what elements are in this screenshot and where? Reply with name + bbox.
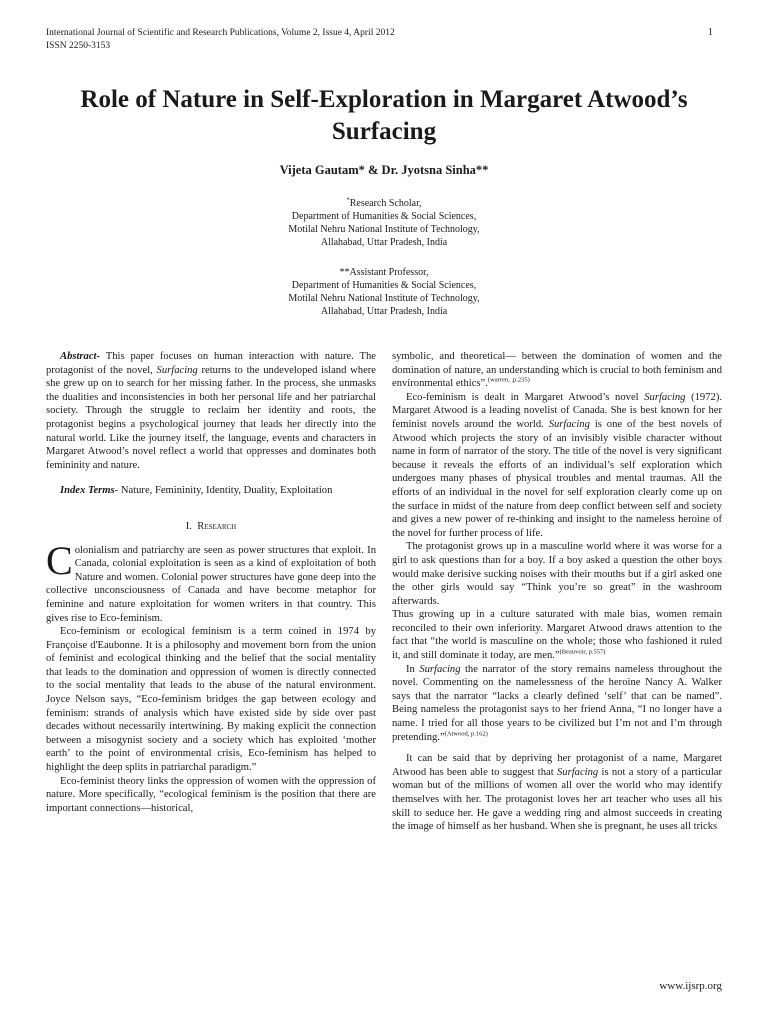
page-number: 1 [708,27,713,38]
body-paragraph: Eco-feminism is dealt in Margaret Atwood’s novel Surfacing (1972). Margaret Atwood is a leading novelist of Canada. She is best known for her feminist novels around the world. Surfacing is one of the best novels of Atwood which projects the story of an invisibly visible character without name in form of narrator of the story. The title of the novel is very significant because it reveals the efforts of an individual’s self exploration which undergoes many phases of physical troubles and mental traumas. All the efforts of an individual in the novel for self exploration clearly come up on the surface in midst of the nature from deep conflict between self and society and gives a new power of re-thinking and insight to the nameless heroine of the novel for further process of life. [392,391,723,539]
body-paragraph: Colonialism and patriarchy are seen as power structures that exploit. In Canada, colonial exploitation is seen as a kind of exploitation of both Nature and women. Colonial power structures have gone deep into the collective unconsciousness of Canada and have become metaphor for feminine and nature exploitation for women writers in that country. This gives rise to Eco-feminism. [46,537,376,624]
section-heading: I. Research [185,520,237,532]
paper-title: Role of Nature in Self-Exploration in Margaret Atwood’s Surfacing [80,86,688,145]
body-paragraph: The protagonist grows up in a masculine world where it was worse for a girl to ask questions than for a boy. If a boy asked a question the other boys would make derisive sucking noises with their mouths but if a girl asked one the other girls would say “Think you’re so great” in the washroom afterwards. [392,541,722,607]
affiliation-marker: * [346,196,350,204]
body-paragraph: It can be said that by depriving her protagonist of a name, Margaret Atwood has been able to suggest that Surfacing is not a story of a particular woman but of the millions of women all over the world who may identify themselves with her. The protagonist loves her art teacher who uses all his skill to seduce her. He gave a wedding ring and almost succeeds in creating the image of himself as her husband. When she is pregnant, he uses all tricks [392,753,722,833]
index-terms-label: Index Terms [60,485,115,497]
drop-cap: C [46,537,73,583]
body-paragraph: Thus growing up in a culture saturated with male bias, women remain reconciled to their own inferiority. Margaret Atwood draws attention to the fact that “the world is masculine on the whole; those who fashioned it ruled it, and still dominate it today, are men.”$^{(Beauvoir, p.557)}$ [392,609,722,662]
citation: (Atwood, p.162) [444,730,488,738]
citation: (Beauvoir, p.557) [559,648,606,656]
journal-header [46,27,395,53]
affiliation-line: Department of Humanities & Social Sciences, [291,280,477,291]
affiliation-line: Allahabad, Uttar Pradesh, India [320,237,448,248]
body-paragraph: Eco-feminist theory links the oppression of women with the oppression of nature. More specifically, “ecological feminism is the position that there are important connections—historical, [46,775,376,814]
left-column [46,350,376,815]
footer-website: www.ijsrp.org [659,980,722,992]
affiliation-2 [0,266,768,318]
affiliation-1 [0,197,768,249]
affiliation-line: Department of Humanities & Social Sciences, [291,211,477,222]
abstract: Abstract- This paper focuses on human interaction with nature. The protagonist of the novel, Surfacing returns to the undeveloped island where she grew up on to search for her missing father. In the process, she unmasks the dualities and inconsistencies in both her personal life and her patriarchal society. Through the struggle to reclaim her identity and roots, the protagonist begins a psychological journey that leads her directly into the natural world. Like the journey itself, the language, events and characters in Margaret Atwood’s novel reflect a world that oppresses and dominates both femininity and nature. [46,351,376,471]
body-paragraph: In Surfacing the narrator of the story remains nameless throughout the novel. Commenting on the namelessness of the heroine Nancy A. Walker says that the narrator “lacks a clearly defined ‘self’ that can be named”. Being nameless the protagonist says to her friend Anna, “I no longer have a name. I tried for all those years to be civilized but I’m not and I’m through pretending.”$^{(Atwood, p.162)}$ [392,663,722,743]
affiliation-line: *Research Scholar, [346,196,422,209]
body-paragraph: Eco-feminism or ecological feminism is a term coined in 1974 by Françoise d'Eaubonne. It is a philosophy and movement born from the union of feminist and ecological thinking and the belief that the social mentality that leads to the domination and oppression of women is directly connected to the social mentality that leads to the abuse of the natural environment. Joyce Nelson says, “Eco-feminism bridges the gap between ecology and feminism: strands of analysis which have existed side by side over past decades without necessarily intertwining. By making explicit the connection between a misogynist society and a society which has exploited ‘mother earth’ to the point of environmental crisis, Eco-feminism has helped to highlight the deep splits in patriarchal paradigm.” [46,626,376,774]
abstract-label: Abstract- [60,351,101,362]
affiliation-line: **Assistant Professor, [339,267,429,278]
journal-citation: International Journal of Scientific and Research Publications, Volume 2, Issue 4, April 2012 [46,28,395,38]
citation: (warren, .p.235) [487,376,530,384]
issn: ISSN 2250-3153 [46,41,111,51]
affiliation-line: Motilal Nehru National Institute of Technology, [288,224,480,235]
body-paragraph: symbolic, and theoretical— between the domination of women and the domination of nature, an understanding which is crucial to both feminism and environmental ethics”.$^{(warren, .p.235)}$ [392,351,722,390]
authors: Vijeta Gautam* & Dr. Jyotsna Sinha** [279,163,489,177]
index-terms: Index Terms- Nature, Femininity, Identity, Duality, Exploitation [60,485,333,497]
affiliation-line: Motilal Nehru National Institute of Technology, [288,293,480,304]
right-column [392,350,722,834]
affiliation-line: Allahabad, Uttar Pradesh, India [320,306,448,317]
